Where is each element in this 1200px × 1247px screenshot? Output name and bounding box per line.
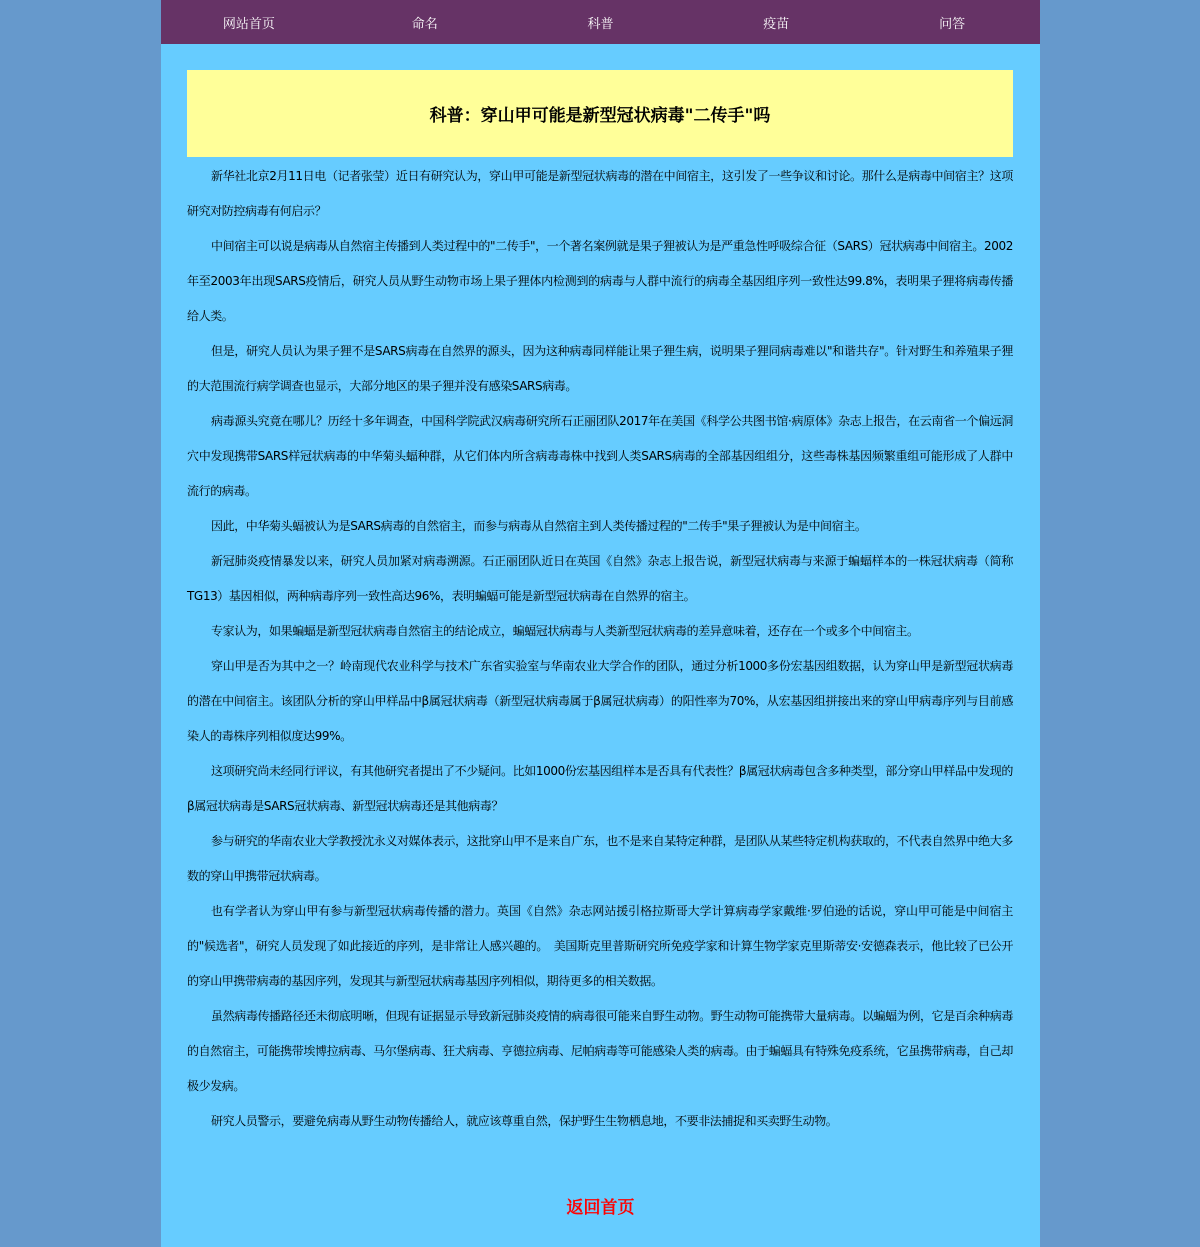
article-paragraph: 这项研究尚未经同行评议，有其他研究者提出了不少疑问。比如1000份宏基因组样本是否具有代表性？β属冠状病毒包含多种类型，部分穿山甲样品中发现的β属冠状病毒是SARS冠状病毒、新型冠状病毒还是其他病毒？ bbox=[187, 764, 1013, 813]
article-paragraph: 研究人员警示，要避免病毒从野生动物传播给人，就应该尊重自然，保护野生生物栖息地，不要非法捕捉和买卖野生动物。 bbox=[211, 1114, 838, 1128]
article-paragraph: 中间宿主可以说是病毒从自然宿主传播到人类过程中的"二传手"，一个著名案例就是果子狸被认为是严重急性呼吸综合征（SARS）冠状病毒中间宿主。2002年至2003年出现SARS疫情后，研究人员从野生动物市场上果子狸体内检测到的病毒与人群中流行的病毒全基因组序列一致性达99.8%，表明果子狸将病毒传播给人类。 bbox=[187, 239, 1013, 323]
title-banner bbox=[187, 70, 1013, 157]
article-body bbox=[187, 159, 1013, 1139]
article-paragraph: 病毒源头究竟在哪儿？历经十多年调查，中国科学院武汉病毒研究所石正丽团队2017年在美国《科学公共图书馆·病原体》杂志上报告，在云南省一个偏远洞穴中发现携带SARS样冠状病毒的中华菊头蝠种群，从它们体内所含病毒毒株中找到人类SARS病毒的全部基因组组分，这些毒株基因频繁重组可能形成了人群中流行的病毒。 bbox=[187, 414, 1013, 498]
nav-item-vaccine[interactable]: 疫苗 bbox=[763, 16, 790, 32]
article-paragraph: 因此，中华菊头蝠被认为是SARS病毒的自然宿主，而参与病毒从自然宿主到人类传播过程的"二传手"果子狸被认为是中间宿主。 bbox=[211, 519, 867, 533]
nav-item-qa[interactable]: 问答 bbox=[939, 16, 966, 32]
page-container bbox=[161, 0, 1040, 1247]
nav-item-naming[interactable]: 命名 bbox=[411, 16, 438, 32]
article-paragraph: 新华社北京2月11日电（记者张莹）近日有研究认为，穿山甲可能是新型冠状病毒的潜在中间宿主，这引发了一些争议和讨论。那什么是病毒中间宿主？这项研究对防控病毒有何启示？ bbox=[187, 169, 1013, 218]
article-paragraph: 但是，研究人员认为果子狸不是SARS病毒在自然界的源头，因为这种病毒同样能让果子狸生病，说明果子狸同病毒难以"和谐共存"。针对野生和养殖果子狸的大范围流行病学调查也显示，大部分地区的果子狸并没有感染SARS病毒。 bbox=[187, 344, 1013, 393]
article-paragraph: 新冠肺炎疫情暴发以来，研究人员加紧对病毒溯源。石正丽团队近日在英国《自然》杂志上报告说，新型冠状病毒与来源于蝙蝠样本的一株冠状病毒（简称TG13）基因相似，两种病毒序列一致性高达96%，表明蝙蝠可能是新型冠状病毒在自然界的宿主。 bbox=[187, 554, 1013, 603]
back-home-link[interactable]: 返回首页 bbox=[566, 1198, 635, 1218]
top-nav bbox=[161, 0, 1040, 44]
page-title: 科普：穿山甲可能是新型冠状病毒"二传手"吗 bbox=[429, 106, 771, 126]
nav-item-home[interactable]: 网站首页 bbox=[222, 16, 275, 32]
article-paragraph: 也有学者认为穿山甲有参与新型冠状病毒传播的潜力。英国《自然》杂志网站援引格拉斯哥大学计算病毒学家戴维·罗伯逊的话说，穿山甲可能是中间宿主的"候选者"，研究人员发现了如此接近的序列，是非常让人感兴趣的。 美国斯克里普斯研究所免疫学家和计算生物学家克里斯蒂安·安德森表示，他比较了已公开的穿山甲携带病毒的基因序列，发现其与新型冠状病毒基因序列相似，期待更多的相关数据。 bbox=[187, 904, 1013, 988]
article-paragraph: 参与研究的华南农业大学教授沈永义对媒体表示，这批穿山甲不是来自广东，也不是来自某特定种群，是团队从某些特定机构获取的，不代表自然界中绝大多数的穿山甲携带冠状病毒。 bbox=[187, 834, 1013, 883]
article-paragraph: 虽然病毒传播路径还未彻底明晰，但现有证据显示导致新冠肺炎疫情的病毒很可能来自野生动物。野生动物可能携带大量病毒。以蝙蝠为例，它是百余种病毒的自然宿主，可能携带埃博拉病毒、马尔堡病毒、狂犬病毒、亨德拉病毒、尼帕病毒等可能感染人类的病毒。由于蝙蝠具有特殊免疫系统，它虽携带病毒，自己却极少发病。 bbox=[187, 1009, 1013, 1093]
article-paragraph: 专家认为，如果蝙蝠是新型冠状病毒自然宿主的结论成立，蝙蝠冠状病毒与人类新型冠状病毒的差异意味着，还存在一个或多个中间宿主。 bbox=[211, 624, 919, 638]
article-paragraph: 穿山甲是否为其中之一？岭南现代农业科学与技术广东省实验室与华南农业大学合作的团队，通过分析1000多份宏基因组数据，认为穿山甲是新型冠状病毒的潜在中间宿主。该团队分析的穿山甲样品中β属冠状病毒（新型冠状病毒属于β属冠状病毒）的阳性率为70%，从宏基因组拼接出来的穿山甲病毒序列与目前感染人的毒株序列相似度达99%。 bbox=[187, 659, 1013, 743]
nav-item-science[interactable]: 科普 bbox=[587, 16, 614, 32]
